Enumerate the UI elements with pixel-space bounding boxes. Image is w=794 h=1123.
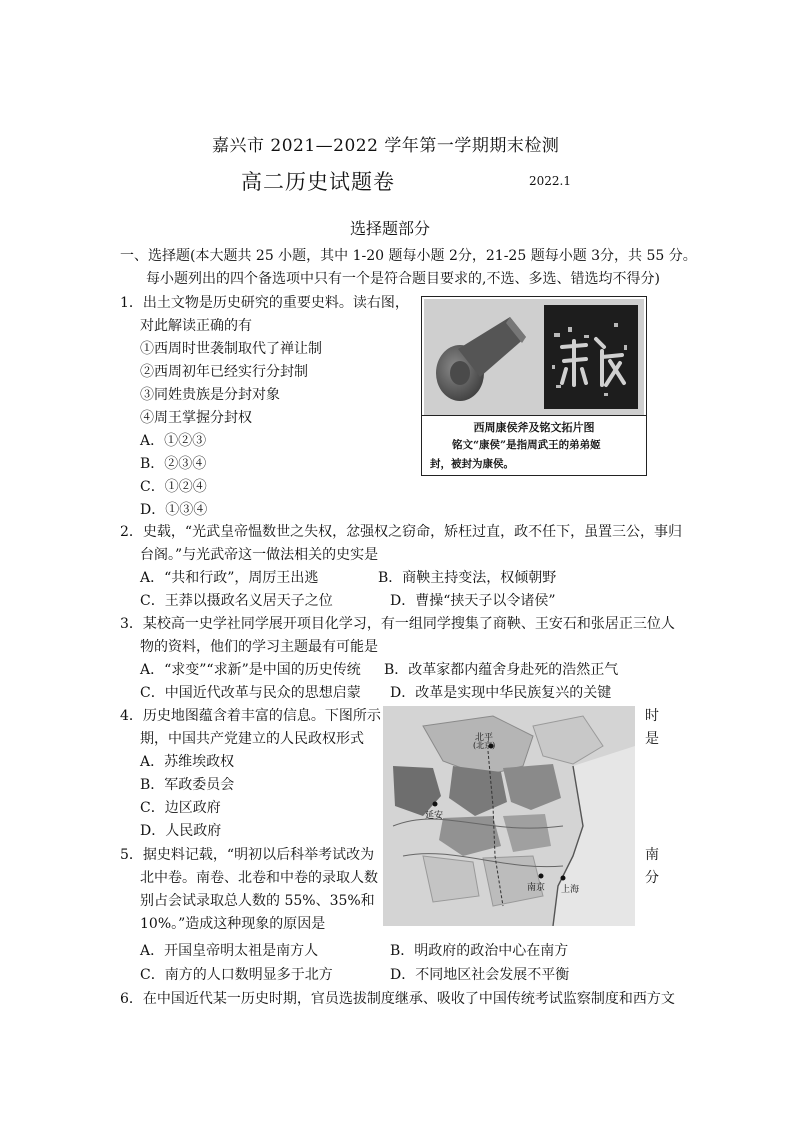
q1-stem-line-2: 对此解读正确的有 (140, 318, 252, 334)
q5-option-d[interactable]: D．不同地区社会发展不平衡 (390, 967, 570, 983)
q4-stem-line-1-tail: 时 (645, 708, 659, 724)
figure-note-line-1: 铭文“康侯”是指周武王的弟弟姬 (452, 439, 601, 451)
q2-option-a[interactable]: A．“共和行政”，周厉王出逃 (140, 570, 319, 586)
exam-title: 嘉兴市 2021—2022 学年第一学期期末检测 (212, 136, 560, 156)
q3-option-a[interactable]: A．“求变”“求新”是中国的历史传统 (140, 662, 361, 678)
q3-option-c[interactable]: C．中国近代改革与民众的思想启蒙 (140, 685, 361, 701)
q5-stem-line-3: 别占会试录取总人数的 55%、35%和 (140, 893, 375, 909)
inscription-rubbing (544, 305, 638, 409)
q5-option-a[interactable]: A．开国皇帝明太祖是南方人 (140, 943, 319, 959)
instructions-line-1: 一、选择题(本大题共 25 小题，其中 1-20 题每小题 2分，21-25 题每小题 3分，共 55 分。 (120, 248, 697, 264)
q1-option-c[interactable]: C．①②④ (140, 479, 207, 495)
q1-figure (421, 296, 647, 476)
q2-option-b[interactable]: B．商鞅主持变法，权倾朝野 (378, 570, 557, 586)
map-label-beijing-sub: (北京) (473, 741, 496, 750)
q4-option-c[interactable]: C．边区政府 (140, 800, 221, 816)
historical-map (383, 706, 635, 926)
exam-date: 2022.1 (529, 174, 571, 188)
q5-stem-line-1-tail: 南 (645, 847, 659, 863)
q6-stem-line-1: 6．在中国近代某一历史时期，官员选拔制度继承、吸收了中国传统考试监察制度和西方文 (120, 991, 675, 1007)
q1-option-a[interactable]: A．①②③ (140, 433, 207, 449)
q3-option-b[interactable]: B．改革家都内蕴舍身赴死的浩然正气 (384, 662, 619, 678)
q4-stem-line-1: 4．历史地图蕴含着丰富的信息。下图所示 (120, 708, 381, 724)
q2-option-c[interactable]: C．王莽以摄政名义居天子之位 (140, 593, 333, 609)
q1-option-d[interactable]: D．①③④ (140, 502, 208, 518)
q1-option-b[interactable]: B．②③④ (140, 456, 207, 472)
q1-item-4: ④周王掌握分封权 (140, 410, 252, 426)
q3-stem-line-2: 物的资料，他们的学习主题最有可能是 (140, 639, 378, 655)
q4-option-b[interactable]: B．军政委员会 (140, 777, 235, 793)
q2-stem-line-2: 台阁。”与光武帝这一做法相关的史实是 (140, 547, 379, 563)
map-label-shanghai: 上海 (561, 885, 580, 895)
instructions-line-2: 每小题列出的四个备选项中只有一个是符合题目要求的,不选、多选、错选均不得分) (146, 271, 660, 287)
q2-option-d[interactable]: D．曹操“挟天子以令诸侯” (390, 593, 556, 609)
inscription-glyph-image (544, 305, 638, 409)
q1-stem-line-1: 1．出土文物是历史研究的重要史料。读右图， (120, 295, 409, 311)
q1-item-3: ③同姓贵族是分封对象 (140, 387, 280, 403)
map-label-beijing: 北平 (475, 733, 494, 743)
bronze-axe-image (430, 307, 530, 407)
figure-note-line-2: 封，被封为康侯。 (430, 458, 514, 470)
q4-option-d[interactable]: D．人民政府 (140, 823, 222, 839)
q5-option-b[interactable]: B．明政府的政治中心在南方 (390, 943, 569, 959)
q5-option-c[interactable]: C．南方的人口数明显多于北方 (140, 967, 333, 983)
q2-stem-line-1: 2．史载，“光武皇帝愠数世之失权，忿强权之窃命，矫枉过直，政不任下，虽置三公，事归 (120, 524, 683, 540)
map-image (383, 706, 635, 926)
q1-item-2: ②西周初年已经实行分封制 (140, 364, 308, 380)
q4-option-a[interactable]: A．苏维埃政权 (140, 754, 235, 770)
q3-stem-line-1: 3．某校高一史学社同学展开项目化学习，有一组同学搜集了商鞅、王安石和张居正三位人 (120, 616, 675, 632)
section-heading: 选择题部分 (350, 219, 431, 238)
figure-note (430, 436, 640, 474)
q1-item-1: ①西周时世袭制取代了禅让制 (140, 341, 322, 357)
map-label-yanan: 延安 (425, 811, 444, 821)
q5-stem-line-1: 5．据史料记载，“明初以后科举考试改为 (120, 847, 375, 863)
map-label-nanjing: 南京 (527, 883, 546, 893)
q4-stem-line-2: 期，中国共产党建立的人民政权形式 (140, 731, 364, 747)
q5-stem-line-2-tail: 分 (645, 870, 659, 886)
q3-option-d[interactable]: D．改革是实现中华民族复兴的关键 (390, 685, 612, 701)
exam-subtitle: 高二历史试题卷 (241, 170, 395, 194)
q5-stem-line-2: 北中卷。南卷、北卷和中卷的录取人数 (140, 870, 378, 886)
figure-caption: 西周康侯斧及铭文拓片图 (473, 421, 595, 434)
q5-stem-line-4: 10%。”造成这种现象的原因是 (140, 916, 326, 932)
q4-stem-line-2-tail: 是 (645, 731, 659, 747)
axe-photo (424, 299, 644, 415)
